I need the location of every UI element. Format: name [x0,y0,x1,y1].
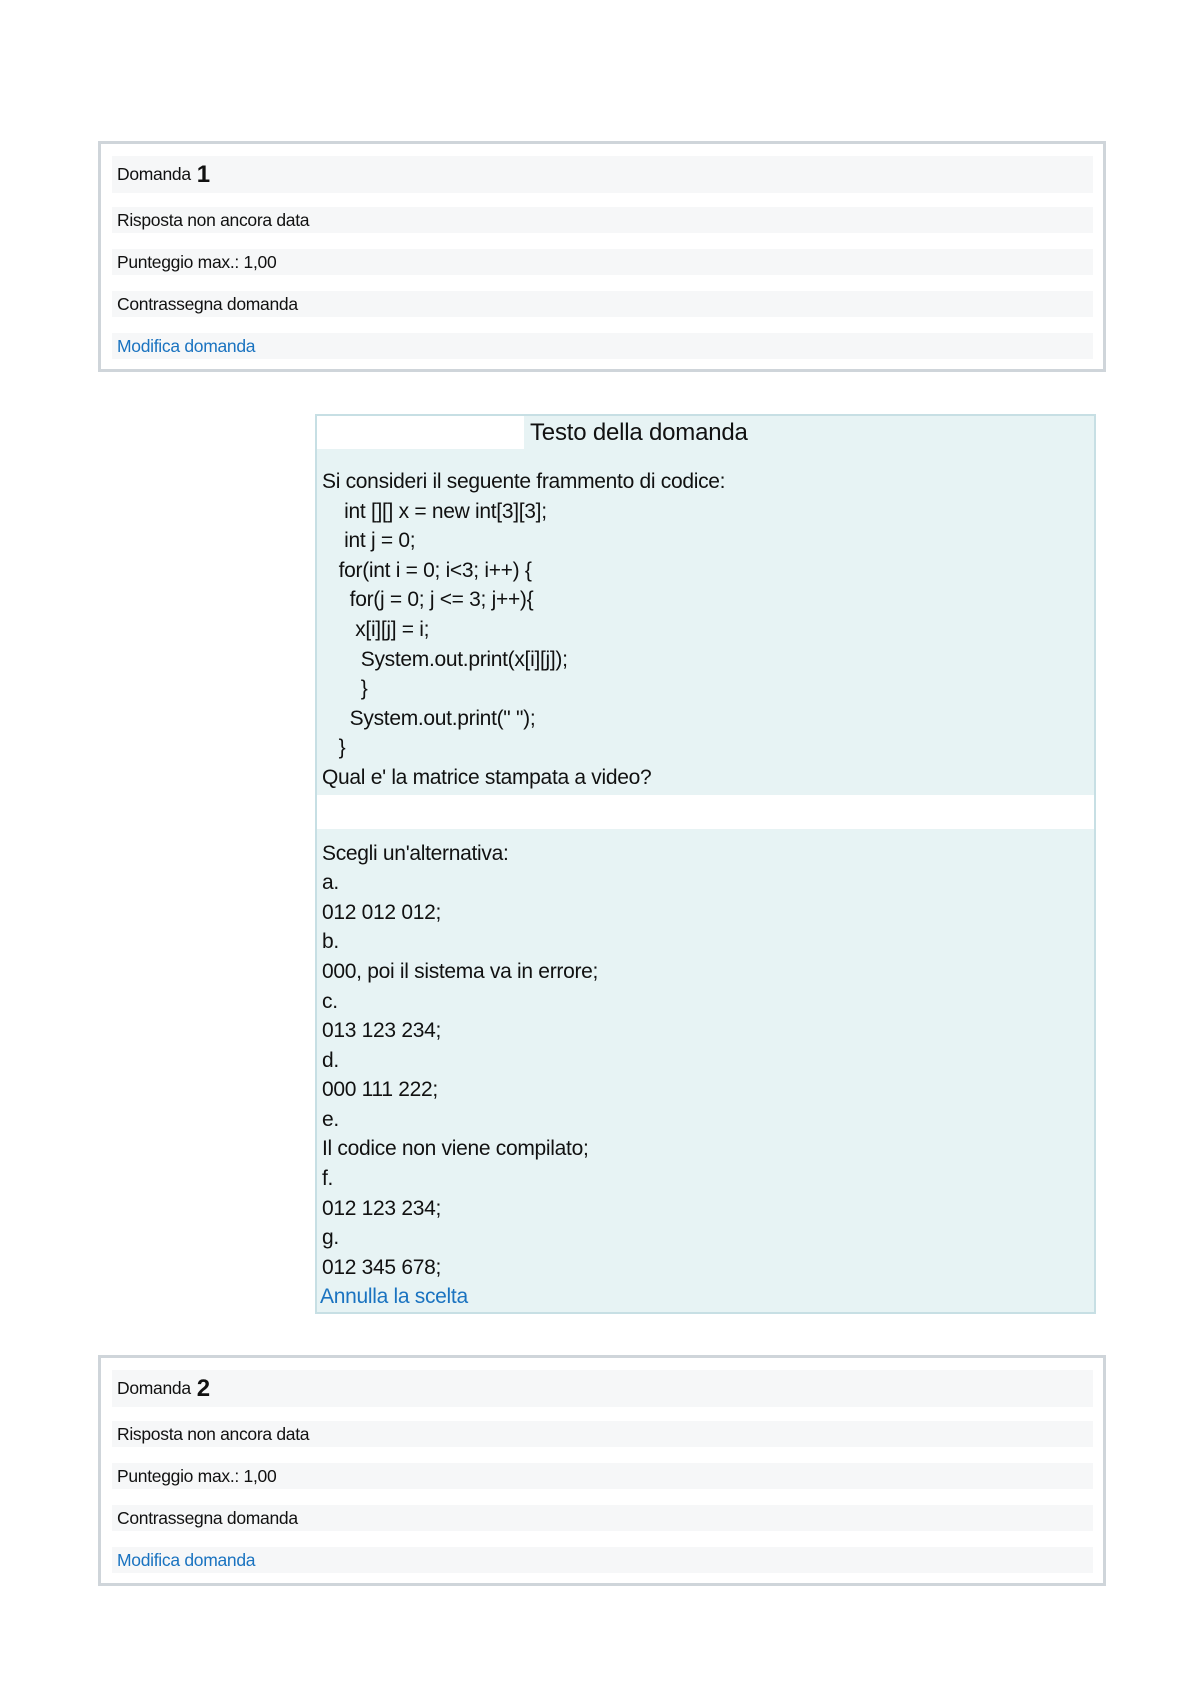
question-number: 1 [196,160,210,188]
option-c[interactable] [322,987,1094,1046]
clear-choice-link[interactable]: Annulla la scelta [320,1285,468,1309]
option-text[interactable]: 000 111 222; [322,1078,438,1102]
option-text[interactable]: 012 345 678; [322,1255,442,1279]
flag-question-link[interactable]: Contrassegna domanda [117,1507,298,1528]
question-1-title [112,156,1093,193]
option-text[interactable]: Il codice non viene compilato; [322,1137,589,1161]
question-2-title [112,1370,1093,1407]
option-letter: e. [322,1107,339,1131]
question-2-edit-row [112,1547,1093,1573]
question-1-max-score: Punteggio max.: 1,00 [112,249,1093,275]
question-label: Domanda [117,164,191,184]
edit-question-link[interactable]: Modifica domanda [117,1549,256,1570]
question-intro: Si consideri il seguente frammento di codice: [322,470,726,493]
code-line: } [322,736,346,760]
question-2-status: Risposta non ancora data [112,1421,1093,1447]
option-b[interactable] [322,927,1094,986]
section-divider [317,795,1094,829]
option-letter: g. [322,1226,339,1250]
question-label: Domanda [117,1378,191,1398]
option-text[interactable]: 013 123 234; [322,1019,442,1043]
question-text-panel [315,414,1096,1314]
code-line: } [322,677,368,701]
question-text-header [317,416,1094,449]
option-letter: a. [322,871,339,895]
answer-options [317,839,1094,1313]
code-line: x[i][j] = i; [322,617,430,641]
option-d[interactable] [322,1046,1094,1105]
option-letter: f. [322,1167,334,1191]
question-1-edit-row [112,333,1093,359]
option-a[interactable] [322,868,1094,927]
choose-label: Scegli un'alternativa: [322,841,509,865]
question-number: 2 [196,1374,210,1402]
option-text[interactable]: 000, poi il sistema va in errore; [322,959,599,983]
question-2-max-score: Punteggio max.: 1,00 [112,1463,1093,1489]
question-prompt: Qual e' la matrice stampata a video? [322,765,652,789]
code-line: for(int i = 0; i<3; i++) { [322,558,532,582]
code-block [322,497,1094,763]
code-line: int [][] x = new int[3][3]; [322,499,547,523]
option-g[interactable] [322,1223,1094,1282]
option-letter: b. [322,930,339,954]
option-f[interactable] [322,1164,1094,1223]
option-e[interactable] [322,1105,1094,1164]
question-text-body [317,449,1094,829]
code-line: System.out.print(x[i][j]); [322,647,568,671]
edit-question-link[interactable]: Modifica domanda [117,335,256,356]
header-spacer [317,416,524,449]
question-1-flag[interactable] [112,291,1093,317]
question-1-info [98,141,1106,372]
code-line: int j = 0; [322,529,416,553]
question-text-heading: Testo della domanda [530,419,748,446]
option-text[interactable]: 012 123 234; [322,1196,442,1220]
option-letter: d. [322,1048,339,1072]
question-2-info [98,1355,1106,1586]
question-2-flag[interactable] [112,1505,1093,1531]
code-line: System.out.print(" "); [322,706,536,730]
code-line: for(j = 0; j <= 3; j++){ [322,588,534,612]
option-letter: c. [322,989,338,1013]
question-1-status: Risposta non ancora data [112,207,1093,233]
option-text[interactable]: 012 012 012; [322,900,442,924]
flag-question-link[interactable]: Contrassegna domanda [117,293,298,314]
